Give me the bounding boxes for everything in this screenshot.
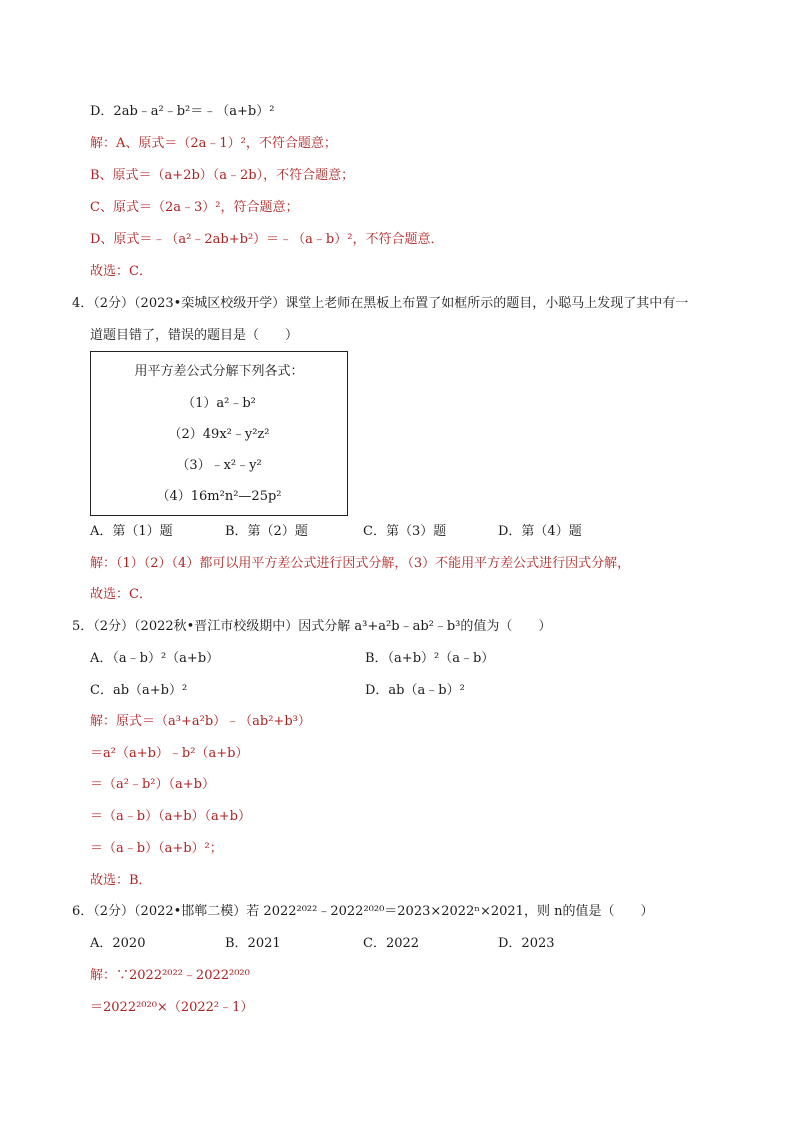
q5-solution-5: ＝（a﹣b）（a+b）²； — [90, 841, 223, 856]
q4-option-a[interactable]: A．第（1）题 — [90, 524, 173, 539]
solution-line-b: B、原式＝（a+2b）（a﹣2b），不符合题意； — [90, 168, 355, 183]
q4-stem-line2: 道题目错了，错误的题目是（ ） — [90, 328, 299, 343]
q4-solution: 解：（1）（2）（4）都可以用平方差公式进行因式分解，（3）不能用平方差公式进行因式分解， — [90, 556, 631, 571]
q6-stem: 6．（2分）（2022•邯郸二模）若 2022²⁰²²﹣2022²⁰²⁰＝2023×2022ⁿ×2021，则 n的值是（ ） — [72, 904, 654, 919]
q5-stem: 5．（2分）（2022秋•晋江市校级期中）因式分解 a³+a²b﹣ab²﹣b³的值为（ ） — [72, 619, 552, 634]
solution-line-d: D、原式＝﹣（a²﹣2ab+b²）＝﹣（a﹣b）²，不符合题意． — [90, 232, 444, 247]
q6-option-b[interactable]: B．2021 — [225, 936, 281, 951]
q5-option-b[interactable]: B．（a+b）²（a﹣b） — [365, 651, 495, 666]
q5-answer: 故选：B． — [90, 873, 152, 888]
q4-blackboard-box — [90, 351, 348, 516]
q4-answer: 故选：C． — [90, 587, 152, 602]
q4-stem-line1: 4．（2分）（2023•栾城区校级开学）课堂上老师在黑板上布置了如框所示的题目，小聪马上发现了其中有一 — [72, 296, 689, 311]
answer-previous: 故选：C． — [90, 264, 152, 279]
solution-line-c: C、原式＝（2a﹣3）²，符合题意； — [90, 200, 299, 215]
box-item-2: （2）49x²﹣y²z² — [168, 427, 270, 442]
q6-option-a[interactable]: A．2020 — [90, 936, 146, 951]
q6-solution-1: 解：∵2022²⁰²²﹣2022²⁰²⁰ — [90, 968, 250, 983]
q5-option-c[interactable]: C．ab（a+b）² — [90, 683, 188, 698]
box-item-3: （3）﹣x²﹣y² — [176, 458, 262, 473]
q5-option-a[interactable]: A．（a﹣b）²（a+b） — [90, 651, 220, 666]
q6-option-d[interactable]: D．2023 — [498, 936, 555, 951]
q4-option-d[interactable]: D．第（4）题 — [498, 524, 582, 539]
box-item-1: （1）a²﹣b² — [182, 396, 256, 411]
q6-solution-2: ＝2022²⁰²⁰×（2022²﹣1） — [90, 1000, 254, 1015]
option-d-previous: D．2ab﹣a²﹣b²＝﹣（a+b）² — [90, 104, 275, 119]
q4-option-c[interactable]: C．第（3）题 — [363, 524, 447, 539]
q4-option-b[interactable]: B．第（2）题 — [225, 524, 308, 539]
box-item-4: （4）16m²n²—25p² — [156, 489, 282, 504]
q5-solution-2: ＝a²（a+b）﹣b²（a+b） — [90, 746, 249, 761]
q5-option-d[interactable]: D．ab（a﹣b）² — [365, 683, 465, 698]
q5-solution-1: 解：原式＝（a³+a²b）﹣（ab²+b³） — [90, 714, 311, 729]
q5-solution-3: ＝（a²﹣b²）（a+b） — [90, 777, 215, 792]
box-title: 用平方差公式分解下列各式： — [134, 364, 304, 379]
q5-solution-4: ＝（a﹣b）（a+b）（a+b） — [90, 809, 252, 824]
solution-line-a: 解：A、原式＝（2a﹣1）²，不符合题意； — [90, 136, 337, 151]
q6-option-c[interactable]: C．2022 — [363, 936, 420, 951]
